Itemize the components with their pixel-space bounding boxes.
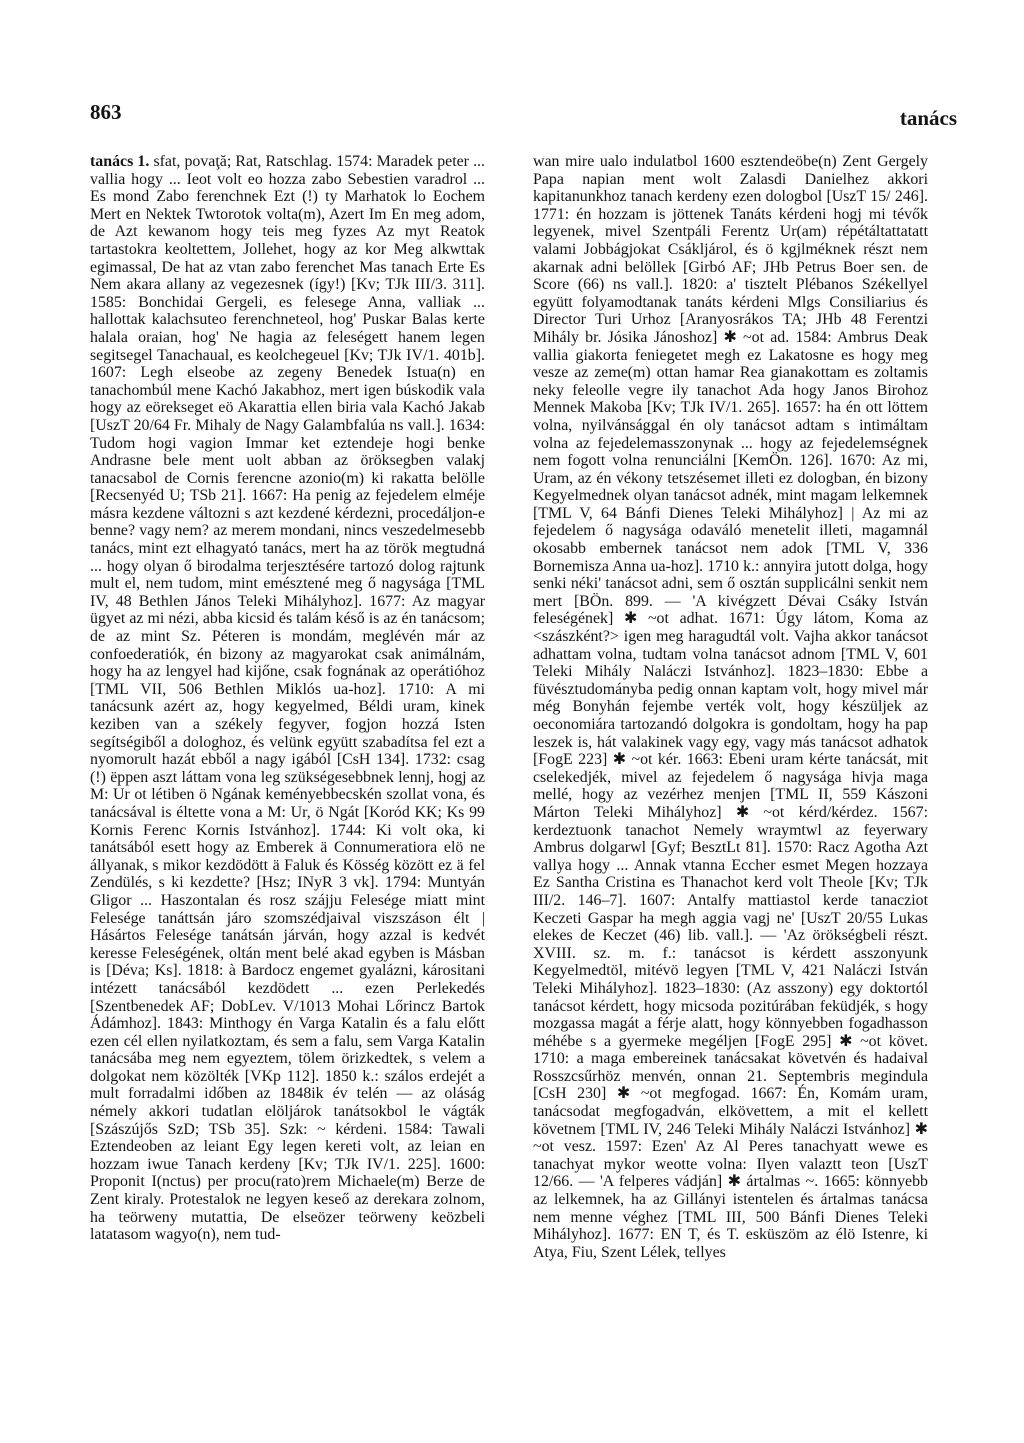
entry-headword: tanács 1. [90, 153, 150, 170]
right-column [533, 153, 928, 1261]
left-column-text: sfat, povaţă; Rat, Ratschlag. 1574: Maradek peter ... vallia hogy ... Ieot volt eo hozza zabo Sebestien varadrol ... Es mond Zabo ferenchnek Ezt (!) ty Marhatok lo Eochem Mert en Nektek Twtorotok volta(m), Azert Im En meg adom, de Azt kewanom hogy teis meg fyzes Az myt Reatok tartastokra keoltettem, Jollehet, hogy az kor Meg alkwttak egimassal, De hat az vtan zabo ferenchet Mas tanach Erte Es Nem akara allany az vegezesnek (így!) [Kv; TJk III/3. 311]. 1585: Bonchidai Gergeli, es felesege Anna, valliak ... hallottak kalachsuteo ferenchneteol, hog' Puskar Balas kerte halala oraian, hog' Ne hagia az feleségett hanem legen segitsegel Tanachaual, es keolchegeuel [Kv; TJk IV/1. 401b]. 1607: Legh elseobe az zegeny Benedek Istua(n) en tanachombúl mene Kachó Jakabhoz, mert igen búskodik vala hogy az eörekseget eö Akarattia ellen biria vala Kachó Jakab [UszT 20/64 Fr. Mihaly de Nagy Galambfalúa ns vall.]. 1634: Tudom hogi vagion Immar ket eztendeje hogi benke Andrasne bele ment uolt abban az öröksegben valakj tanacsabol de Cornis ferencne azonio(m) ki rakatta belölle [Recsenyéd U; TSb 21]. 1667: Ha penig az fejedelem elméje másra kezdene változni s azt kezdené kérdezni, procedáljon-e benne? vagy nem? az merem mondani, nincs veszedelmesebb tanács, mint ezt elhagyató tanács, mert ha az török megtudná ... hogy olyan ő birodalma terjesztésére tartozó dolog rajtunk mult el, nem tudom, mint emésztené meg ő nagysága [TML IV, 48 Bethlen János Teleki Mihályhoz]. 1677: Az magyar ügyet az mi nézi, abba kicsid és talám késő is az én tanácsom; de az mint Sz. Péteren is mondám, meglévén már az confoederatiók, én bizony az magyarokat csak animálnám, hogy ha az lengyel had kijőne, csak fognának az operátióhoz [TML VII, 506 Bethlen Miklós ua-hoz]. 1710: A mi tanácsunk azért az, hogy kegyelmed, Béldi uram, kinek keziben van a székely fegyver, fogjon hozzá Isten segítségiből a dologhoz, és velünk együtt szabadítsa fel ezt a nyomorult hazát ebből a nagy igából [CsH 134]. 1732: csag (!) ëppen aszt láttam vona leg szükségesebbnek lennj, hogj az M: Ur ot létiben ö Ngának keményebbecskén szollat vona, és tanácsával is éltette vona a M: Ur, ö Ngát [Koród KK; Ks 99 Kornis Ferenc Kornis Istvánhoz]. 1744: Ki volt oka, ki tanátsából esett hogy az Emberek ä Connumeratiora elö ne állyanak, s mikor kezdödött ä Faluk és Kösség között ez ä fel Zendülés, s ki kezdette? [Hsz; INyR 3 vk]. 1794: Muntyán Gligor ... Haszontalan és rosz szájju Felesége miatt mint Felesége tanáttsán járo szomszédjaival viszszáson élt | Hásártos Felesége tanátsán járván, hogy azzal is kedvét keresse Feleségének, oltán ment belé akad egyben is Másban is [Déva; Ks]. 1818: à Bardocz engemet gyalázni, kárositani intézett tanácsából kezdödett ... ezen Perlekedés [Szentbenedek AF; DobLev. V/1013 Mohai Lőrincz Bartok Ádámhoz]. 1843: Minthogy én Varga Katalin és a falu előtt ezen cél ellen nyilatkoztam, és sem a falu, sem Varga Katalin tanácsába meg nem egyeztem, tölem örizkedtek, s velem a dolgokat nem közölték [VKp 112]. 1850 k.: szálos erdejét a mult forradalmi időben az 1848ik év telén — az oláság némely akkori tudatlan elöljárok tanátsokbol le vágták [Szászújős SzD; TSb 35]. Szk: ~ kérdeni. 1584: Tawali Eztendeoben az leiant Egy legen kereti volt, az leian en hozzam iwue Tanach kerdeny [Kv; TJk IV/1. 225]. 1600: Proponit I(nctus) per procu(rato)rem Michaele(m) Berze de Zent kiraly. Protestalok ne legyen keseő az derekara zolnom, ha teörweny mutattia, De elseözer teörweny keözbeli latatasom wagyo(n), nem tud- [90, 153, 485, 1244]
page-number: 863 [90, 100, 122, 124]
entry-paragraph [90, 153, 485, 1244]
left-column [90, 153, 485, 1244]
running-headword: tanács [899, 106, 957, 130]
right-column-text: wan mire ualo indulatbol 1600 esztendeöbe(n) Zent Gergely Papa napian ment wolt Zalasdi Danielhez akkori kapitanunkhoz tanach kerdeny ezen dologbol [UszT 15/ 246]. 1771: én hozzam is jöttenek Tanáts kérdeni hogj mi tévők legyenek, mivel Szentpáli Ferentz Ur(am) répétáltattatatt valami Jobbágjokat Csákljárol, és ö kgjlméknek részt nem akarnak adni belöllek [Girbó AF; JHb Petrus Boer sen. de Score (66) ns vall.]. 1820: a' tisztelt Plébanos Székellyel együtt folyamodtanak tanáts kérdeni Mlgs Consiliarius és Director Turi Urhoz [Aranyosrákos TA; JHb 48 Ferentzi Mihály br. Jósika Jánoshoz] ✱ ~ot ad. 1584: Ambrus Deak vallia giakorta feniegetet megh ez Lakatosne es hogy meg vesze az zeme(m) ottan hamar Rea gianakottam es zoltamis neky feleolle vegre ily tanachot Ada hogy Janos Birohoz Mennek Makoba [Kv; TJk IV/1. 265]. 1657: ha én ott löttem volna, nyilvánsággal én oly tanácsot adtam s intimáltam volna az fejedelemasszonynak ... hogy az fejedelemségnek nem fogott volna renunciálni [KemÖn. 126]. 1670: Az mi, Uram, az én vékony tetszésemet illeti ez dologban, én bizony Kegyelmednek olyan tanácsot adnék, mint magam lelkemnek [TML V, 64 Bánfi Dienes Teleki Mihályhoz] | Az mi az fejedelem ő nagysága odaváló menetelit illeti, magamnál okosabb embernek tanácsot nem adok [TML V, 336 Bornemisza Anna ua-hoz]. 1710 k.: annyira jutott dolga, hogy senki néki' tanácsot adni, sem ő osztán supplicálni senkit nem mert [BÖn. 899. — 'A kivégzett Dévai Csáky István feleségének] ✱ ~ot adhat. 1671: Úgy látom, Koma az <szászként?> igen meg haragudtál volt. Vajha akkor tanácsot adhattam volna, tudtam volna tanácsot adnom [TML V, 601 Teleki Mihály Naláczi Istvánhoz]. 1823–1830: Ebbe a füvésztudományba pedig onnan kaptam volt, hogy mivel már még Bonyhán fejembe verték volt, hogy készüljek az oeconomiára tartozandó dolgokra is gondoltam, hogy ha pap leszek is, hát valakinek vagy egy, vagy más tanácsot adhatok [FogE 223] ✱ ~ot kér. 1663: Ebeni uram kérte tanácsát, mit cselekedjék, mivel az fejedelem ő nagysága hivja maga mellé, hogy az vezérhez menjen [TML II, 559 Kászoni Márton Teleki Mihályhoz] ✱ ~ot kérd/kérdez. 1567: kerdeztuonk tanachot Nemely wraymtwl az feyerwary Ambrus dolgarwl [Gyf; BesztLt 81]. 1570: Racz Agotha Azt vallya hogy ... Annak vtanna Eccher esmet Megen hozzaya Ez Santha Cristina es Thanachot kerd volt Theole [Kv; TJk III/2. 146–7]. 1607: Antalfy mattiastol kerde tanacziot Keczeti Gaspar ha megh aggia vagj ne' [UszT 20/55 Lukas elekes de Keczet (46) lib. vall.]. — 'Az örökségbeli részt. XVIII. sz. m. f.: tanácsot is kérdett asszonyunk Kegyelmedtöl, mitévö legyen [TML V, 421 Naláczi István Teleki Mihályhoz]. 1823–1830: (Az asszony) egy doktortól tanácsot kérdett, hogy micsoda pozitúrában feküdjék, s hogy mozgassa magát a férje alatt, hogy könnyebben fogadhasson méhébe s a gyermeke megéljen [FogE 295] ✱ ~ot követ. 1710: a maga embereinek tanácsakat követvén és hadaival Rosszcsűrhöz menvén, onnan 21. Septembris megindula [CsH 230] ✱ ~ot megfogad. 1667: Én, Komám uram, tanácsodat megfogadván, elkövettem, a mit el kellett követnem [TML IV, 246 Teleki Mihály Naláczi Istvánhoz] ✱ ~ot vesz. 1597: Ezen' Az Al Peres tanachyatt wewe es tanachyat mykor weotte volna: Ilyen valaztt teon [UszT 12/66. — 'A felperes vádján] ✱ ártalmas ~. 1665: könnyebb az lelkemnek, ha az Gillányi istentelen és ártalmas tanácsa nem menne véghez [TML III, 500 Bánfi Dienes Teleki Mihályhoz]. 1677: EN T, és T. esküszöm az élö Istenre, ki Atya, Fiu, Szent Lélek, tellyes [533, 153, 928, 1261]
